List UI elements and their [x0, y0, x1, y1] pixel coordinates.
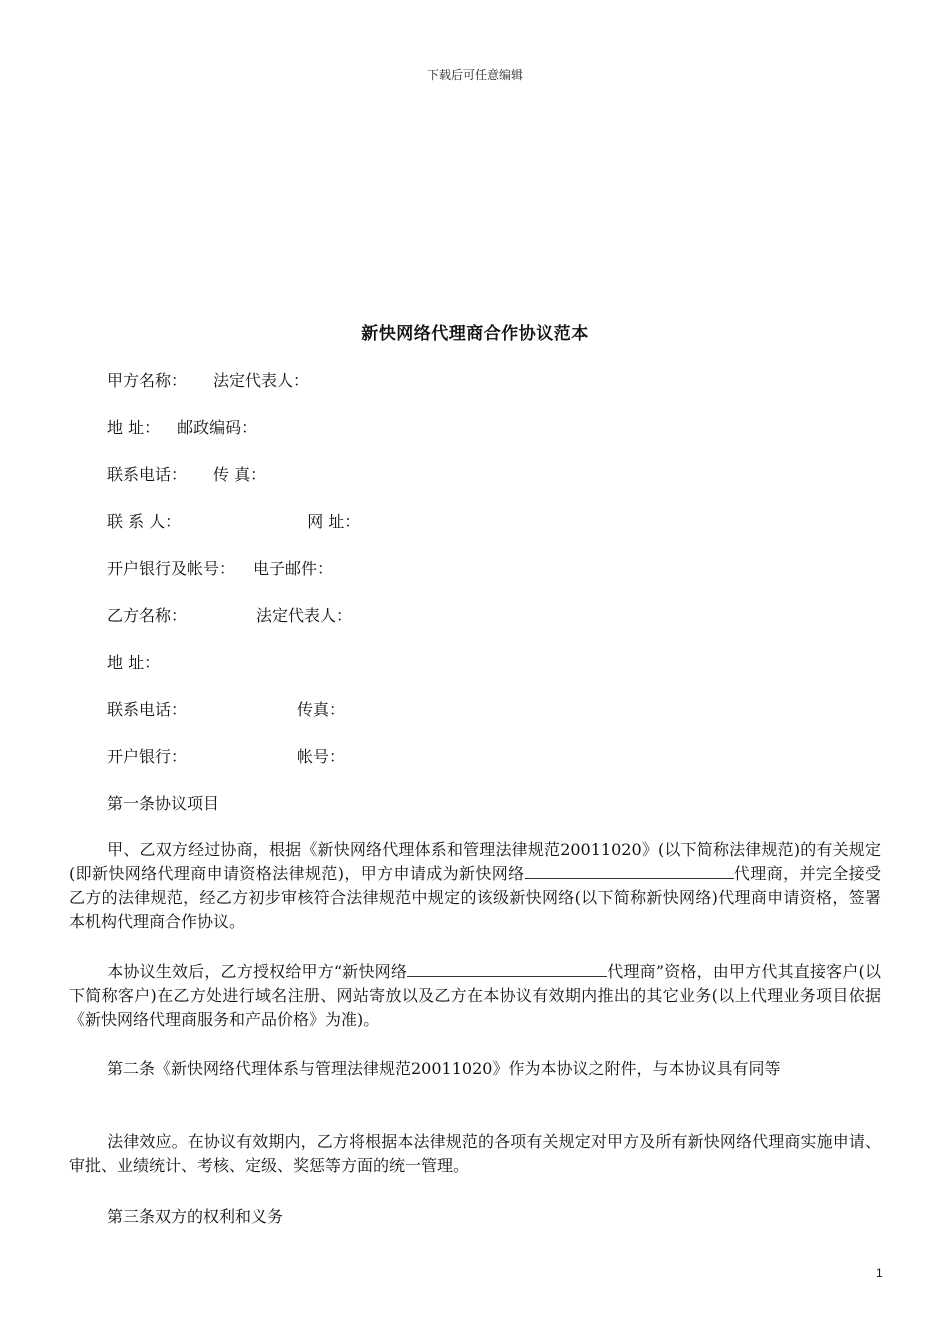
- party-b-bank-label: 开户银行：: [107, 747, 188, 766]
- party-b-rep-label: 法定代表人：: [256, 606, 353, 625]
- party-b-bank-line: [107, 744, 345, 767]
- party-a-email-label: 电子邮件：: [253, 559, 334, 578]
- blank-underline: [407, 962, 607, 977]
- paragraph-2-part2: 代理商”资格，由甲方代其直接客户(以下简称客户)在乙方处进行域名注册、网站寄放以及乙方在本协议有效期内推出的其它业务(以上代理业务项目依据《新快网络代理商服务和产品价格》为准)。: [69, 962, 881, 1029]
- party-a-address-label: 地 址：: [107, 418, 161, 437]
- party-a-address-line: [107, 415, 257, 438]
- paragraph-1: [69, 838, 881, 934]
- party-b-fax-label: 传真：: [297, 700, 346, 719]
- party-b-address-label: 地 址：: [107, 653, 161, 672]
- party-b-phone-label: 联系电话：: [107, 700, 188, 719]
- paragraph-4: [69, 1130, 881, 1178]
- party-a-rep-label: 法定代表人：: [213, 371, 310, 390]
- party-a-postcode-label: 邮政编码：: [177, 418, 258, 437]
- party-a-fax-label: 传 真：: [213, 465, 267, 484]
- paragraph-3-text: 第二条《新快网络代理体系与管理法律规范20011020》作为本协议之附件，与本协议具有同等: [107, 1059, 781, 1078]
- party-a-name-label: 甲方名称：: [107, 371, 188, 390]
- blank-underline: [525, 864, 703, 879]
- party-a-contact-line: [107, 509, 360, 532]
- party-b-name-label: 乙方名称：: [107, 606, 188, 625]
- party-a-bank-label: 开户银行及帐号：: [107, 559, 236, 578]
- party-a-bank-line: [107, 556, 333, 579]
- paragraph-1-part1: 甲、乙双方经过协商，根据《新快网络代理体系和管理法律规范20011020》(以下简称法律规范)的有关规定(即新快网络代理商申请资格法律规范)，甲方申请成为新快网络: [69, 840, 881, 883]
- party-a-website-label: 网 址：: [307, 512, 361, 531]
- page-number: 1: [876, 1266, 883, 1280]
- party-a-phone-label: 联系电话：: [107, 465, 188, 484]
- header-note: 下载后可任意编辑: [426, 68, 523, 82]
- section-3-title: 第三条双方的权利和义务: [107, 1207, 284, 1226]
- paragraph-4-text: 法律效应。在协议有效期内，乙方将根据本法律规范的各项有关规定对甲方及所有新快网络代理商实施申请、审批、业绩统计、考核、定级、奖惩等方面的统一管理。: [69, 1132, 881, 1175]
- blank-underline: [703, 864, 734, 879]
- party-a-name-line: [107, 368, 309, 391]
- party-a-contact-label: 联 系 人：: [107, 512, 182, 531]
- paragraph-1-part2: 代理商，并完全接受乙方的法律规范，经乙方初步审核符合法律规范中规定的该级新快网络(以下简称新快网络)代理商申请资格，签署本机构代理商合作协议。: [69, 864, 881, 931]
- paragraph-2: [69, 960, 881, 1032]
- document-title: 新快网络代理商合作协议范本: [361, 324, 589, 344]
- paragraph-3: [69, 1057, 881, 1081]
- party-b-address-line: [107, 650, 160, 673]
- party-b-name-line: [107, 603, 352, 626]
- paragraph-2-part1: 本协议生效后，乙方授权给甲方“新快网络: [107, 962, 408, 981]
- party-b-account-label: 帐号：: [297, 747, 346, 766]
- party-a-phone-line: [107, 462, 266, 485]
- section-1-title: 第一条协议项目: [107, 794, 220, 813]
- party-b-phone-line: [107, 697, 345, 720]
